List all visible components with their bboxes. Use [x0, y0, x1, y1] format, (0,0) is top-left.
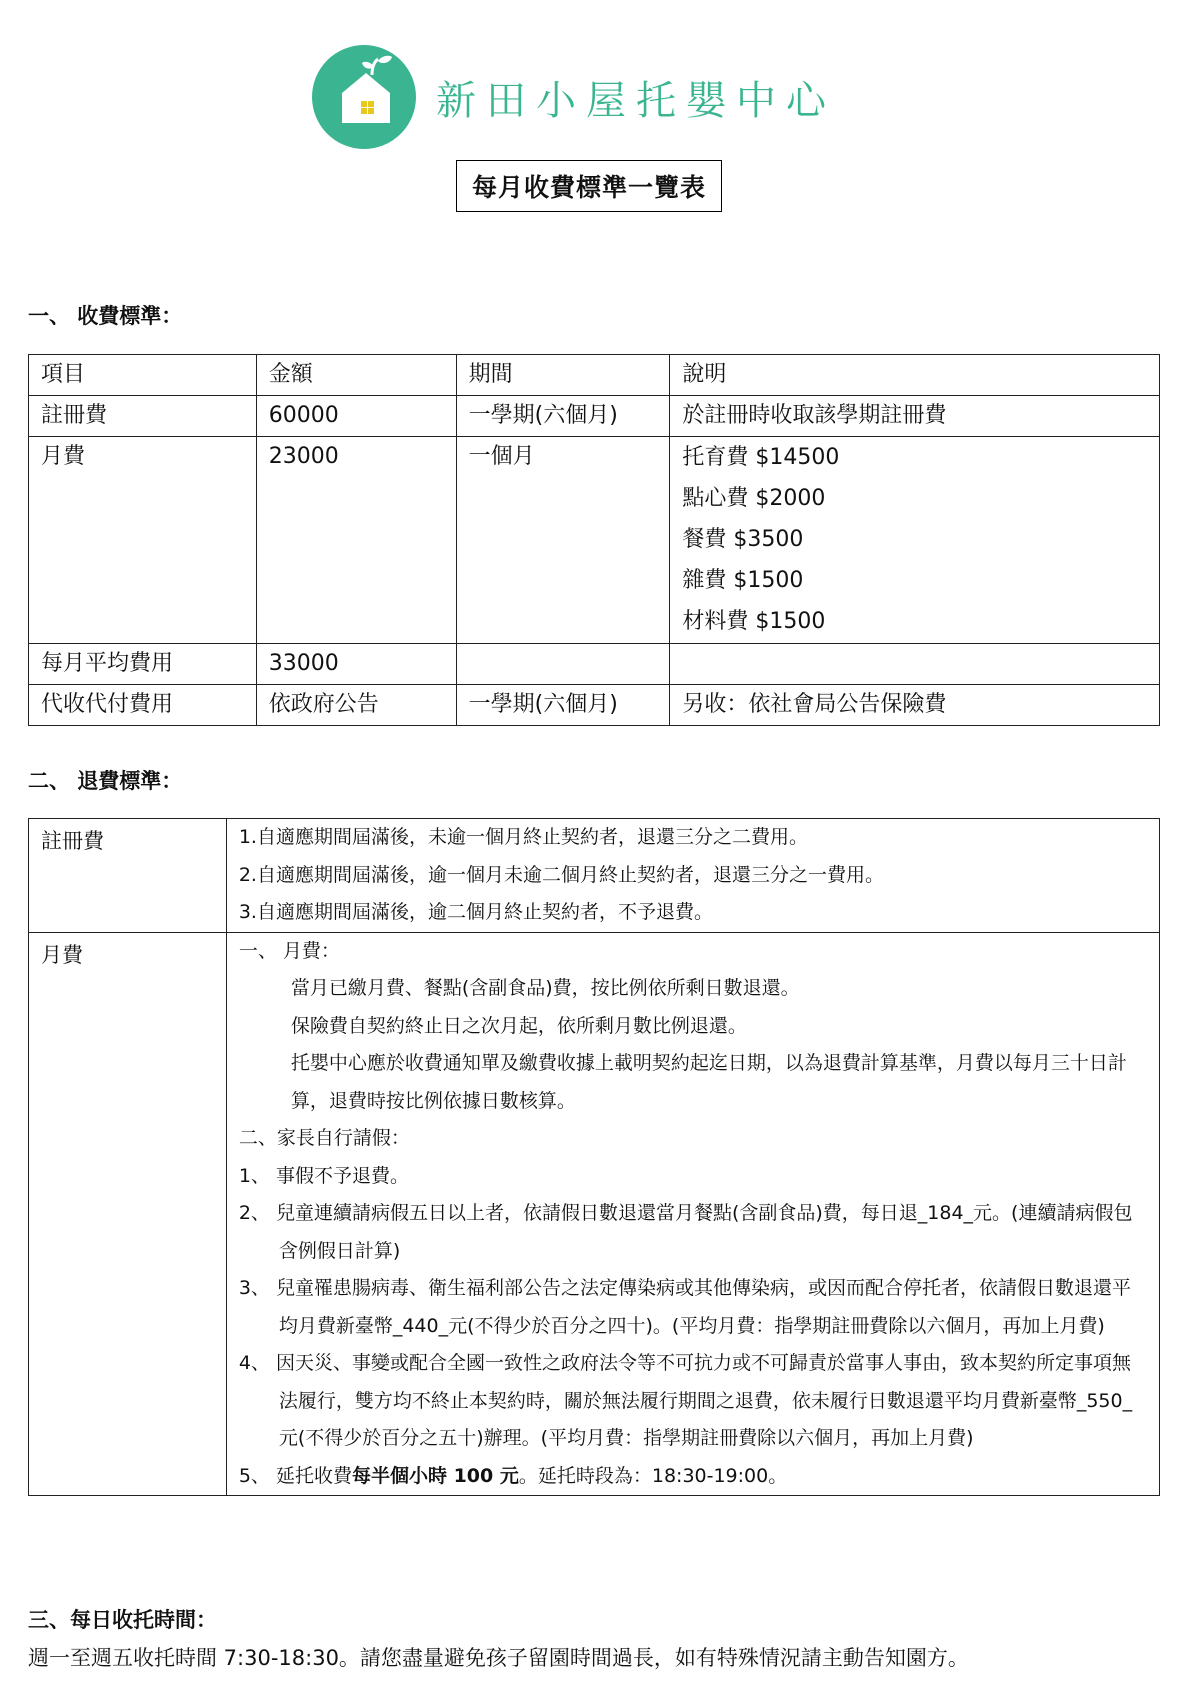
hours-text: 週一至週五收托時間 7:30-18:30。請您盡量避免孩子留園時間過長，如有特殊情況請主動告知園方。: [28, 1646, 969, 1670]
refund-label: 註冊費: [29, 819, 227, 933]
fee-table: [28, 354, 1160, 726]
fee-breakdown-item: 雜費 $1500: [682, 568, 804, 593]
table-row: [29, 437, 1160, 644]
item-cell: 代收代付費用: [29, 685, 257, 726]
column-header: 期間: [456, 355, 670, 396]
item-cell: 註冊費: [29, 396, 257, 437]
refund-rules: [226, 932, 1159, 1496]
period-cell: 一個月: [456, 437, 670, 644]
rule-line: 4、 因天災、事變或配合全國一致性之政府法令等不可抗力或不可歸責於當事人事由，致本契約所定事項無法履行，雙方均不終止本契約時，關於無法履行期間之退費，依未履行日數退還平均月費新臺幣_550_元(不得少於百分之五十)辦理。(平均月費：指學期註冊費除以六個月，再加上月費): [238, 1352, 1133, 1449]
rule-emphasis: 每半個小時 100 元: [351, 1464, 519, 1487]
rule-prefix: 5、 延托收費: [238, 1464, 352, 1487]
period-cell: [456, 644, 670, 685]
amount-cell: 60000: [256, 396, 456, 437]
rule-line: 2、 兒童連續請病假五日以上者，依請假日數退還當月餐點(含副食品)費，每日退_184_元。(連續請病假包含例假日計算): [238, 1202, 1133, 1262]
item-cell: 月費: [29, 437, 257, 644]
house-sprout-icon: [312, 45, 416, 149]
fee-breakdown-item: 點心費 $2000: [682, 486, 826, 511]
rule-line: 托嬰中心應於收費通知單及繳費收據上載明契約起迄日期，以為退費計算基準，月費以每月三十日計算，退費時按比例依據日數核算。: [290, 1052, 1127, 1112]
rule-suffix: 。延托時段為：18:30-19:00。: [518, 1464, 788, 1487]
rule-line: 當月已繳月費、餐點(含副食品)費，按比例依所剩日數退還。: [290, 977, 800, 999]
rule-line: 3.自適應期間屆滿後，逾二個月終止契約者，不予退費。: [238, 901, 713, 923]
amount-cell: 依政府公告: [256, 685, 456, 726]
table-row: [29, 685, 1160, 726]
period-cell: 一學期(六個月): [456, 685, 670, 726]
fee-breakdown-item: 餐費 $3500: [682, 527, 804, 552]
rule-line: 保險費自契約終止日之次月起，依所剩月數比例退還。: [290, 1014, 747, 1037]
rule-line: 3、 兒童罹患腸病毒、衛生福利部公告之法定傳染病或其他傳染病，或因而配合停托者，依請假日數退還平均月費新臺幣_440_元(不得少於百分之四十)。(平均月費：指學期註冊費除以六個月，再加上月費): [238, 1277, 1131, 1337]
page-title: 每月收費標準一覽表: [456, 160, 722, 212]
refund-label: 月費: [29, 932, 227, 1496]
description-cell: [670, 437, 1160, 644]
description-cell: 另收：依社會局公告保險費: [670, 685, 1160, 726]
table-row: [29, 819, 1160, 933]
section-heading-hours: 三、每日收托時間：: [28, 1608, 217, 1632]
table-header-row: [29, 355, 1160, 396]
amount-cell: 33000: [256, 644, 456, 685]
section-heading-refund: 二、 退費標準：: [28, 769, 183, 793]
fee-breakdown-item: 托育費 $14500: [682, 445, 840, 470]
column-header: 說明: [670, 355, 1160, 396]
rule-line: 1、 事假不予退費。: [238, 1164, 409, 1187]
org-name: 新田小屋托嬰中心: [436, 77, 836, 124]
column-header: 金額: [256, 355, 456, 396]
rule-line: 1.自適應期間屆滿後，未逾一個月終止契約者，退還三分之二費用。: [238, 826, 808, 848]
rule-heading: 二、家長自行請假：: [238, 1127, 410, 1149]
rule-line: 2.自適應期間屆滿後，逾一個月未逾二個月終止契約者，退還三分之一費用。: [238, 863, 884, 886]
description-cell: 於註冊時收取該學期註冊費: [670, 396, 1160, 437]
item-cell: 每月平均費用: [29, 644, 257, 685]
fee-breakdown-item: 材料費 $1500: [682, 609, 826, 634]
section-heading-fees: 一、 收費標準：: [28, 304, 183, 328]
logo: [312, 45, 416, 149]
table-row: [29, 396, 1160, 437]
description-cell: [670, 644, 1160, 685]
rule-line: [239, 1458, 1149, 1496]
table-row: [29, 644, 1160, 685]
refund-rules: [226, 819, 1159, 933]
rule-heading: 一、 月費：: [238, 939, 340, 962]
column-header: 項目: [29, 355, 257, 396]
period-cell: 一學期(六個月): [456, 396, 670, 437]
table-row: [29, 932, 1160, 1496]
header: [312, 46, 836, 148]
amount-cell: 23000: [256, 437, 456, 644]
refund-table: [28, 818, 1160, 1496]
